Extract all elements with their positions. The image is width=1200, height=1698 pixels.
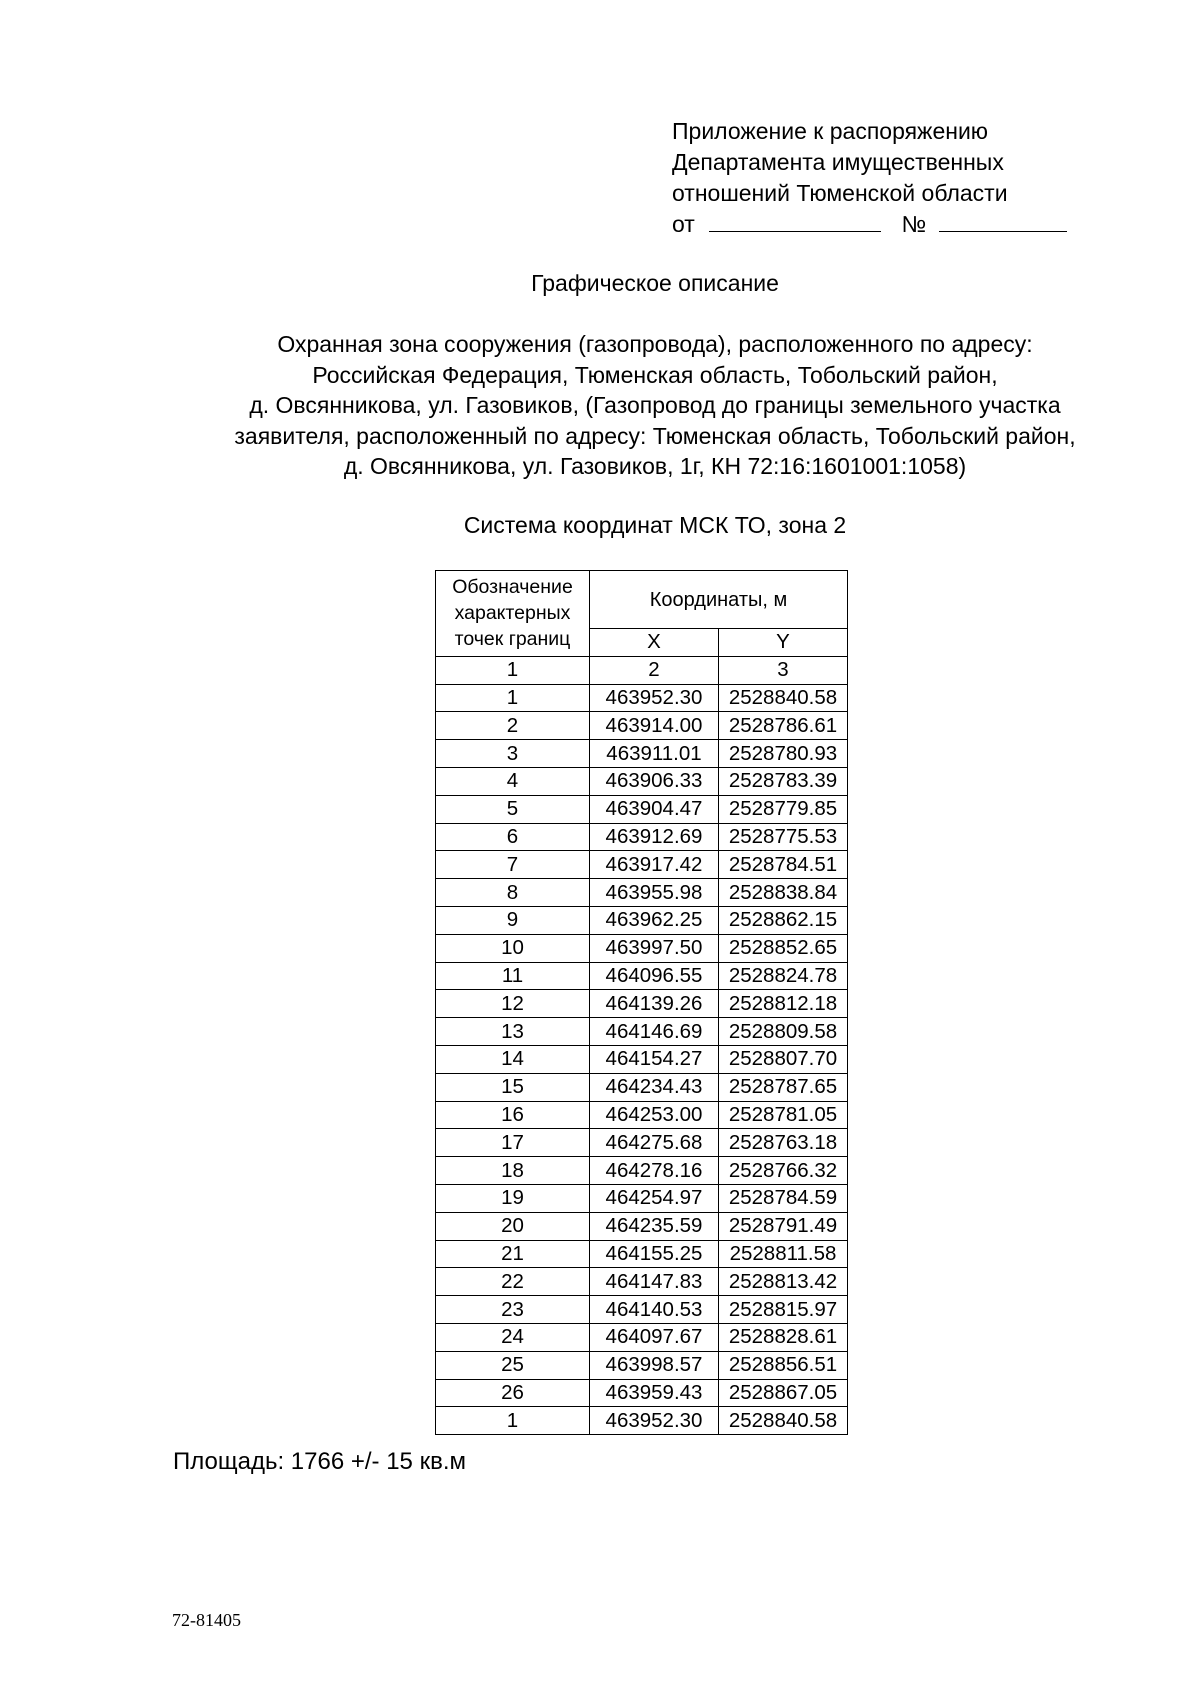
appendix-date-line bbox=[672, 209, 1067, 240]
table-row bbox=[436, 767, 848, 795]
point-number: 23 bbox=[436, 1296, 590, 1324]
coord-y: 2528811.58 bbox=[719, 1240, 848, 1268]
coord-x: 464097.67 bbox=[590, 1323, 719, 1351]
table-row bbox=[436, 1129, 848, 1157]
coord-x: 463952.30 bbox=[590, 1407, 719, 1435]
coord-y: 2528840.58 bbox=[719, 684, 848, 712]
coord-x: 463962.25 bbox=[590, 906, 719, 934]
number-sign: № bbox=[901, 211, 927, 237]
point-number: 6 bbox=[436, 823, 590, 851]
appendix-line-3: отношений Тюменской области bbox=[672, 180, 1008, 206]
coord-y: 2528867.05 bbox=[719, 1379, 848, 1407]
description-line: д. Овсянникова, ул. Газовиков, (Газопровод до границы земельного участка bbox=[249, 392, 1061, 418]
point-number: 21 bbox=[436, 1240, 590, 1268]
table-row bbox=[436, 1212, 848, 1240]
point-number: 13 bbox=[436, 1018, 590, 1046]
coord-x: 464234.43 bbox=[590, 1073, 719, 1101]
point-number: 18 bbox=[436, 1157, 590, 1185]
point-number: 1 bbox=[436, 1407, 590, 1435]
coord-y: 2528856.51 bbox=[719, 1351, 848, 1379]
point-number: 24 bbox=[436, 1323, 590, 1351]
point-number: 16 bbox=[436, 1101, 590, 1129]
table-row bbox=[436, 1157, 848, 1185]
coord-y: 2528779.85 bbox=[719, 795, 848, 823]
point-number: 3 bbox=[436, 740, 590, 768]
col-number: 1 bbox=[436, 656, 590, 684]
coord-y: 2528840.58 bbox=[719, 1407, 848, 1435]
coord-x: 464146.69 bbox=[590, 1018, 719, 1046]
coord-y: 2528784.51 bbox=[719, 851, 848, 879]
table-row bbox=[436, 1379, 848, 1407]
coord-x: 463904.47 bbox=[590, 795, 719, 823]
header-point-line: Обозначение bbox=[452, 576, 573, 599]
col-number: 3 bbox=[719, 656, 848, 684]
coord-y: 2528862.15 bbox=[719, 906, 848, 934]
point-number: 11 bbox=[436, 962, 590, 990]
header-point bbox=[436, 571, 590, 657]
description-line: заявителя, расположенный по адресу: Тюменская область, Тобольский район, bbox=[234, 422, 1076, 449]
table-row bbox=[436, 934, 848, 962]
table-row bbox=[436, 1045, 848, 1073]
header-x: X bbox=[590, 629, 719, 657]
table-row bbox=[436, 1323, 848, 1351]
coord-x: 463952.30 bbox=[590, 684, 719, 712]
coord-x: 464253.00 bbox=[590, 1101, 719, 1129]
point-number: 22 bbox=[436, 1268, 590, 1296]
coord-y: 2528780.93 bbox=[719, 740, 848, 768]
coordinates-table bbox=[435, 570, 848, 1435]
coord-x: 463912.69 bbox=[590, 823, 719, 851]
coord-y: 2528763.18 bbox=[719, 1129, 848, 1157]
coord-x: 463906.33 bbox=[590, 767, 719, 795]
header-point-line: точек границ bbox=[454, 628, 571, 651]
coord-y: 2528828.61 bbox=[719, 1323, 848, 1351]
coord-y: 2528809.58 bbox=[719, 1018, 848, 1046]
coord-y: 2528812.18 bbox=[719, 990, 848, 1018]
coord-x: 464140.53 bbox=[590, 1296, 719, 1324]
coord-y: 2528783.39 bbox=[719, 767, 848, 795]
coord-y: 2528781.05 bbox=[719, 1101, 848, 1129]
table-row bbox=[436, 1073, 848, 1101]
point-number: 25 bbox=[436, 1351, 590, 1379]
point-number: 10 bbox=[436, 934, 590, 962]
coord-x: 464147.83 bbox=[590, 1268, 719, 1296]
coord-y: 2528786.61 bbox=[719, 712, 848, 740]
coord-x: 464235.59 bbox=[590, 1212, 719, 1240]
coord-x: 464254.97 bbox=[590, 1184, 719, 1212]
coord-x: 464275.68 bbox=[590, 1129, 719, 1157]
table-row bbox=[436, 851, 848, 879]
coord-y: 2528852.65 bbox=[719, 934, 848, 962]
point-number: 9 bbox=[436, 906, 590, 934]
table-row bbox=[436, 1296, 848, 1324]
table-row bbox=[436, 1018, 848, 1046]
point-number: 8 bbox=[436, 879, 590, 907]
coord-y: 2528813.42 bbox=[719, 1268, 848, 1296]
number-blank bbox=[939, 209, 1067, 232]
point-number: 15 bbox=[436, 1073, 590, 1101]
zone-description bbox=[160, 329, 1150, 482]
table-row bbox=[436, 1407, 848, 1435]
table-row bbox=[436, 990, 848, 1018]
date-blank bbox=[709, 209, 881, 232]
coord-x: 463955.98 bbox=[590, 879, 719, 907]
description-line: д. Овсянникова, ул. Газовиков, 1г, КН 72:16:1601001:1058) bbox=[343, 453, 967, 479]
table-row bbox=[436, 1101, 848, 1129]
coord-x: 463917.42 bbox=[590, 851, 719, 879]
point-number: 17 bbox=[436, 1129, 590, 1157]
coord-x: 464154.27 bbox=[590, 1045, 719, 1073]
coord-y: 2528824.78 bbox=[719, 962, 848, 990]
coord-x: 463998.57 bbox=[590, 1351, 719, 1379]
appendix-line-1: Приложение к распоряжению bbox=[672, 118, 989, 144]
header-y: Y bbox=[719, 629, 848, 657]
table-row bbox=[436, 823, 848, 851]
point-number: 7 bbox=[436, 851, 590, 879]
coord-y: 2528791.49 bbox=[719, 1212, 848, 1240]
table-row bbox=[436, 740, 848, 768]
area-text: Площадь: 1766 +/- 15 кв.м bbox=[173, 1448, 466, 1475]
coord-y: 2528784.59 bbox=[719, 1184, 848, 1212]
coord-y: 2528787.65 bbox=[719, 1073, 848, 1101]
point-number: 1 bbox=[436, 684, 590, 712]
coord-y: 2528766.32 bbox=[719, 1157, 848, 1185]
table-row bbox=[436, 712, 848, 740]
header-point-line: характерных bbox=[454, 602, 571, 625]
coord-x: 464139.26 bbox=[590, 990, 719, 1018]
point-number: 20 bbox=[436, 1212, 590, 1240]
description-line: Охранная зона сооружения (газопровода), расположенного по адресу: bbox=[277, 331, 1033, 357]
document-number: 72-81405 bbox=[172, 1610, 241, 1630]
coord-y: 2528838.84 bbox=[719, 879, 848, 907]
coord-y: 2528775.53 bbox=[719, 823, 848, 851]
point-number: 12 bbox=[436, 990, 590, 1018]
coord-x: 463959.43 bbox=[590, 1379, 719, 1407]
table-row bbox=[436, 1184, 848, 1212]
point-number: 2 bbox=[436, 712, 590, 740]
appendix-header bbox=[672, 116, 1067, 240]
coord-x: 463914.00 bbox=[590, 712, 719, 740]
table-row bbox=[436, 906, 848, 934]
coord-y: 2528807.70 bbox=[719, 1045, 848, 1073]
point-number: 19 bbox=[436, 1184, 590, 1212]
table-row bbox=[436, 879, 848, 907]
coord-x: 464155.25 bbox=[590, 1240, 719, 1268]
table-row bbox=[436, 684, 848, 712]
coordinates-body bbox=[436, 684, 848, 1435]
point-number: 5 bbox=[436, 795, 590, 823]
col-number: 2 bbox=[590, 656, 719, 684]
table-row bbox=[436, 795, 848, 823]
page-title: Графическое описание bbox=[531, 270, 779, 296]
appendix-line-2: Департамента имущественных bbox=[672, 149, 1004, 175]
description-line: Российская Федерация, Тюменская область, Тобольский район, bbox=[312, 361, 998, 388]
table-row bbox=[436, 1268, 848, 1296]
coord-y: 2528815.97 bbox=[719, 1296, 848, 1324]
header-coords: Координаты, м bbox=[590, 571, 848, 629]
table-row bbox=[436, 1351, 848, 1379]
date-prefix: от bbox=[672, 211, 695, 237]
table-row bbox=[436, 1240, 848, 1268]
point-number: 26 bbox=[436, 1379, 590, 1407]
coord-x: 464278.16 bbox=[590, 1157, 719, 1185]
coord-x: 463911.01 bbox=[590, 740, 719, 768]
coordinate-system: Система координат МСК ТО, зона 2 bbox=[463, 512, 847, 538]
point-number: 14 bbox=[436, 1045, 590, 1073]
coord-x: 464096.55 bbox=[590, 962, 719, 990]
table-row bbox=[436, 962, 848, 990]
coord-x: 463997.50 bbox=[590, 934, 719, 962]
point-number: 4 bbox=[436, 767, 590, 795]
